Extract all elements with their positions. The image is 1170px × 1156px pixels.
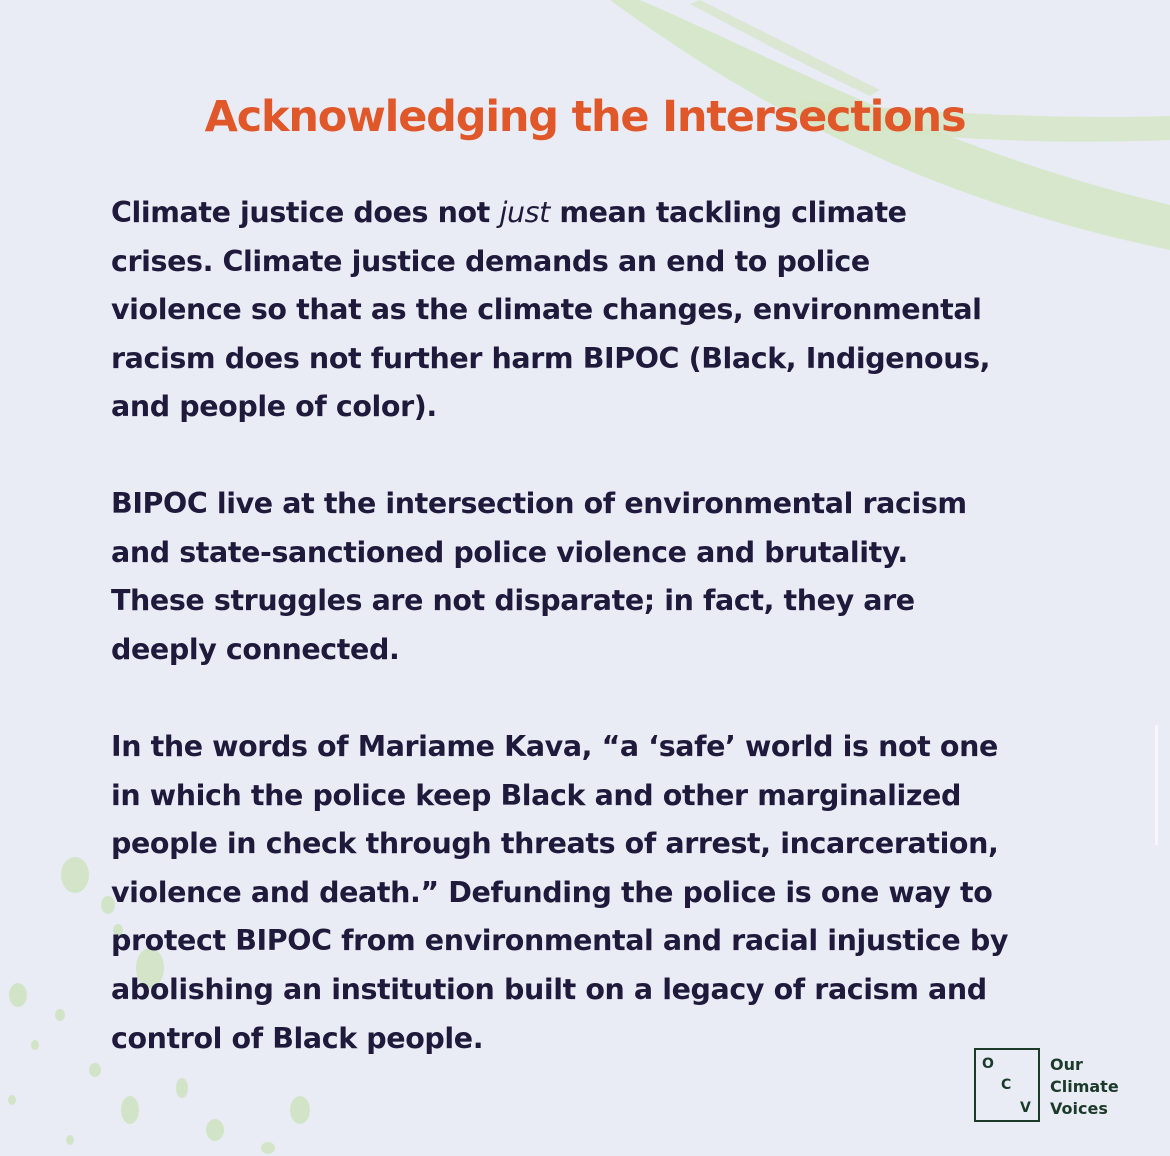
text-line: in which the police keep Black and other marginalized bbox=[111, 778, 961, 812]
splatter-dot bbox=[61, 857, 89, 893]
text-line: In the words of Mariame Kava, “a ‘safe’ world is not one bbox=[111, 730, 998, 763]
paragraph-climate-justice bbox=[111, 189, 1071, 432]
splatter-dot bbox=[261, 1142, 275, 1154]
paragraph-bipoc-intersection bbox=[111, 480, 1071, 674]
logo-word-voices: Voices bbox=[1050, 1099, 1108, 1118]
splatter-dot bbox=[206, 1119, 224, 1141]
text-line: racism does not further harm BIPOC (Black, Indigenous, bbox=[111, 341, 991, 375]
text-line: These struggles are not disparate; in fact, they are bbox=[111, 584, 915, 618]
text-line: and state-sanctioned police violence and brutality. bbox=[111, 535, 908, 569]
text-line: protect BIPOC from environmental and racial injustice by bbox=[111, 924, 1009, 958]
logo-word-climate: Climate bbox=[1050, 1077, 1119, 1096]
text-line: people in check through threats of arrest, incarceration, bbox=[111, 827, 999, 861]
splatter-dot bbox=[55, 1009, 65, 1021]
text-line: abolishing an institution built on a legacy of racism and bbox=[111, 972, 987, 1006]
logo-letter-c: C bbox=[1001, 1077, 1012, 1093]
logo-wordmark bbox=[1050, 1054, 1119, 1120]
our-climate-voices-logo bbox=[974, 1048, 1119, 1122]
splatter-dot bbox=[89, 1063, 101, 1077]
text-line: control of Black people. bbox=[111, 1021, 484, 1055]
text-span: Climate justice does not bbox=[111, 196, 500, 229]
splatter-dot bbox=[66, 1135, 74, 1145]
splatter-dot bbox=[9, 983, 27, 1007]
logo-word-our: Our bbox=[1050, 1055, 1083, 1074]
text-line: violence so that as the climate changes, environmental bbox=[111, 293, 982, 327]
text-line: deeply connected. bbox=[111, 632, 400, 666]
logo-letter-v: V bbox=[1020, 1100, 1031, 1116]
splatter-dot bbox=[176, 1078, 188, 1098]
text-line: and people of color). bbox=[111, 390, 437, 424]
paragraph-kava-quote bbox=[111, 723, 1071, 1063]
splatter-dot bbox=[8, 1095, 16, 1105]
splatter-dot bbox=[31, 1040, 39, 1050]
text-line: violence and death.” Defunding the police is one way to bbox=[111, 875, 993, 909]
text-line: BIPOC live at the intersection of environmental racism bbox=[111, 487, 967, 520]
text-span: mean tackling climate bbox=[549, 196, 907, 229]
logo-mark bbox=[974, 1048, 1040, 1122]
text-line bbox=[111, 189, 1071, 238]
logo-letter-o: O bbox=[982, 1056, 994, 1072]
splatter-dot bbox=[290, 1096, 310, 1124]
emphasis-text: just bbox=[499, 196, 550, 229]
splatter-dot bbox=[121, 1096, 139, 1124]
text-line: crises. Climate justice demands an end to police bbox=[111, 244, 870, 278]
scroll-indicator bbox=[1155, 725, 1158, 845]
page-title: Acknowledging the Intersections bbox=[204, 92, 966, 142]
